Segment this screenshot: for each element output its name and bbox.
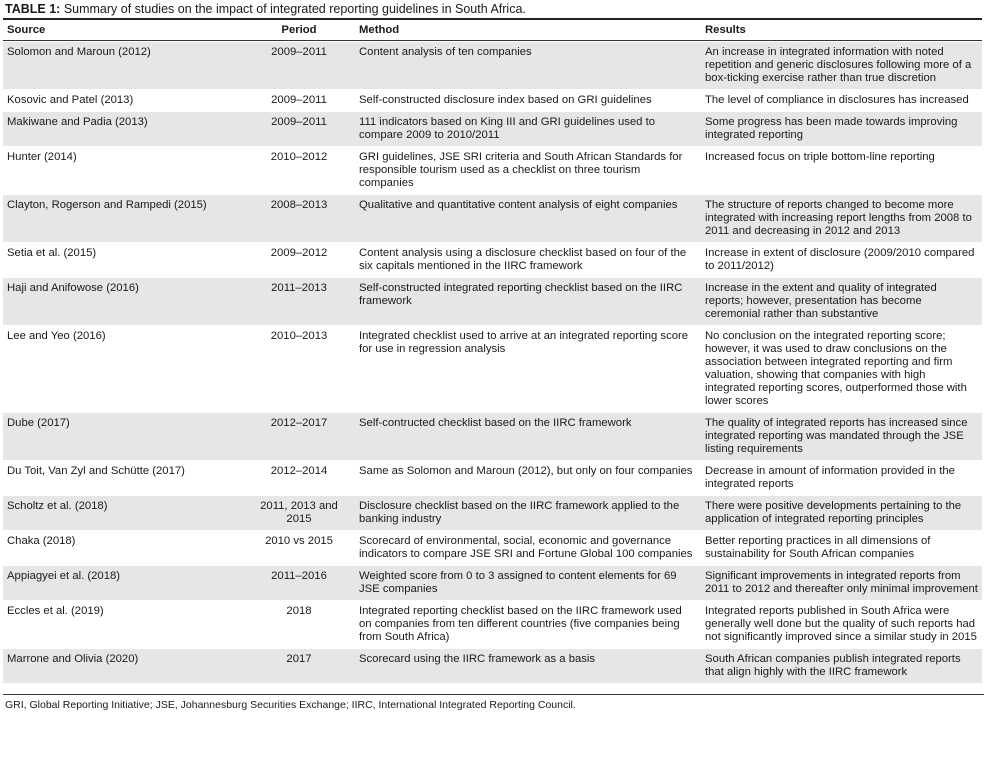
table-row — [3, 496, 982, 530]
table-row — [3, 601, 982, 648]
cell-source: Du Toit, Van Zyl and Schütte (2017) — [7, 465, 185, 477]
cell-source: Solomon and Maroun (2012) — [3, 42, 247, 89]
cell-source: Clayton, Rogerson and Rampedi (2015) — [3, 195, 247, 242]
cell-method: Self-constructed integrated reporting checklist based on the IIRC framework — [351, 278, 697, 325]
table-row — [3, 531, 982, 565]
cell-source: Makiwane and Padia (2013) — [3, 112, 247, 146]
cell-results: An increase in integrated information with noted repetition and generic disclosures following more of a box-ticking exercise rather than true discretion — [697, 42, 982, 89]
header-row — [3, 21, 982, 41]
cell-method: Disclosure checklist based on the IIRC framework applied to the banking industry — [351, 496, 697, 530]
cell-method: Qualitative and quantitative content analysis of eight companies — [351, 195, 697, 242]
cell-method: Content analysis of ten companies — [351, 42, 697, 89]
header-source: Source — [3, 21, 247, 41]
cell-period: 2009–2011 — [247, 112, 351, 146]
cell-source: Marrone and Olivia (2020) — [3, 649, 247, 683]
table-caption — [3, 1, 982, 20]
cell-source: Appiagyei et al. (2018) — [3, 566, 247, 600]
cell-source: Chaka (2018) — [7, 535, 76, 547]
cell-period: 2011, 2013 and 2015 — [247, 496, 351, 530]
cell-period: 2012–2014 — [270, 465, 328, 477]
table-row — [3, 649, 982, 683]
cell-period: 2017 — [247, 649, 351, 683]
cell-period: 2010–2012 — [270, 151, 328, 163]
caption-title: Summary of studies on the impact of integrated reporting guidelines in South Africa. — [63, 2, 526, 16]
cell-period: 2011–2016 — [247, 566, 351, 600]
cell-period: 2009–2011 — [271, 94, 327, 106]
table-row — [3, 195, 982, 242]
cell-period: 2008–2013 — [247, 195, 351, 242]
cell-source: Haji and Anifowose (2016) — [3, 278, 247, 325]
cell-method: Self-constructed disclosure index based on GRI guidelines — [359, 94, 652, 106]
cell-period: 2012–2017 — [247, 413, 351, 460]
cell-source: Hunter (2014) — [7, 151, 77, 163]
cell-method: Content analysis using a disclosure checklist based on four of the six capitals mentioned in the IIRC framework — [359, 247, 687, 272]
cell-results: The structure of reports changed to become more integrated with increasing report lengths from 2008 to 2011 and decreasing in 2012 and 2013 — [697, 195, 982, 242]
cell-results: Decrease in amount of information provided in the integrated reports — [705, 465, 955, 490]
header-results: Results — [697, 21, 982, 41]
cell-source: Lee and Yeo (2016) — [7, 330, 106, 342]
cell-results: Significant improvements in integrated reports from 2011 to 2012 and thereafter only minimal improvement — [697, 566, 982, 600]
cell-results: Increase in the extent and quality of integrated reports; however, presentation has become ceremonial rather than substantive — [697, 278, 982, 325]
table-row — [3, 42, 982, 89]
cell-results: Increased focus on triple bottom-line reporting — [705, 151, 935, 163]
cell-results: Some progress has been made towards improving integrated reporting — [697, 112, 982, 146]
cell-method: Scorecard using the IIRC framework as a basis — [351, 649, 697, 683]
cell-results: South African companies publish integrated reports that align highly with the IIRC framework — [697, 649, 982, 683]
cell-method: Scorecard of environmental, social, economic and governance indicators to compare JSE SRI and Fortune Global 100 companies — [359, 535, 693, 560]
cell-period: 2011–2013 — [247, 278, 351, 325]
cell-results: Integrated reports published in South Africa were generally well done but the quality of such reports had not significantly improved since a similar study in 2015 — [705, 605, 977, 643]
cell-results: Increase in extent of disclosure (2009/2010 compared to 2011/2012) — [705, 247, 975, 272]
table-row — [3, 566, 982, 600]
cell-method: Weighted score from 0 to 3 assigned to content elements for 69 JSE companies — [351, 566, 697, 600]
studies-table — [3, 20, 982, 684]
cell-method: Same as Solomon and Maroun (2012), but only on four companies — [359, 465, 693, 477]
cell-method: 111 indicators based on King III and GRI guidelines used to compare 2009 to 2010/2011 — [351, 112, 697, 146]
cell-results: No conclusion on the integrated reporting score; however, it was used to draw conclusions on the association between integrated reporting and firm valuation, showing that companies with high integrated reporting scores, outperformed those with lower scores — [705, 330, 967, 407]
table-footnote: GRI, Global Reporting Initiative; JSE, Johannesburg Securities Exchange; IIRC, International Integrated Reporting Council. — [3, 694, 984, 711]
cell-results: Better reporting practices in all dimensions of sustainability for South African companies — [705, 535, 931, 560]
cell-source: Eccles et al. (2019) — [7, 605, 104, 617]
cell-period: 2009–2011 — [247, 42, 351, 89]
cell-period: 2009–2012 — [270, 247, 328, 259]
table-row — [3, 278, 982, 325]
cell-method: GRI guidelines, JSE SRI criteria and South African Standards for responsible tourism used as a checklist on three tourism companies — [359, 151, 683, 189]
cell-method: Self-contructed checklist based on the IIRC framework — [351, 413, 697, 460]
cell-source: Kosovic and Patel (2013) — [7, 94, 134, 106]
table-row — [3, 326, 982, 412]
cell-source: Dube (2017) — [3, 413, 247, 460]
cell-period: 2018 — [286, 605, 312, 617]
caption-label: TABLE 1: — [5, 2, 61, 16]
cell-method: Integrated reporting checklist based on the IIRC framework used on companies from ten different countries (five companies being from South Africa) — [359, 605, 682, 643]
cell-source: Scholtz et al. (2018) — [3, 496, 247, 530]
header-method: Method — [351, 21, 697, 41]
header-period: Period — [247, 21, 351, 41]
table-row — [3, 243, 982, 277]
cell-results: The quality of integrated reports has increased since integrated reporting was mandated through the JSE listing requirements — [697, 413, 982, 460]
table-row — [3, 90, 982, 111]
table-row — [3, 112, 982, 146]
table-row — [3, 147, 982, 194]
cell-source: Setia et al. (2015) — [7, 247, 97, 259]
cell-period: 2010 vs 2015 — [265, 535, 333, 547]
cell-results: The level of compliance in disclosures has increased — [705, 94, 969, 106]
cell-period: 2010–2013 — [270, 330, 328, 342]
table-row — [3, 413, 982, 460]
cell-method: Integrated checklist used to arrive at an integrated reporting score for use in regression analysis — [359, 330, 689, 355]
table-row — [3, 461, 982, 495]
cell-results: There were positive developments pertaining to the application of integrated reporting principles — [697, 496, 982, 530]
